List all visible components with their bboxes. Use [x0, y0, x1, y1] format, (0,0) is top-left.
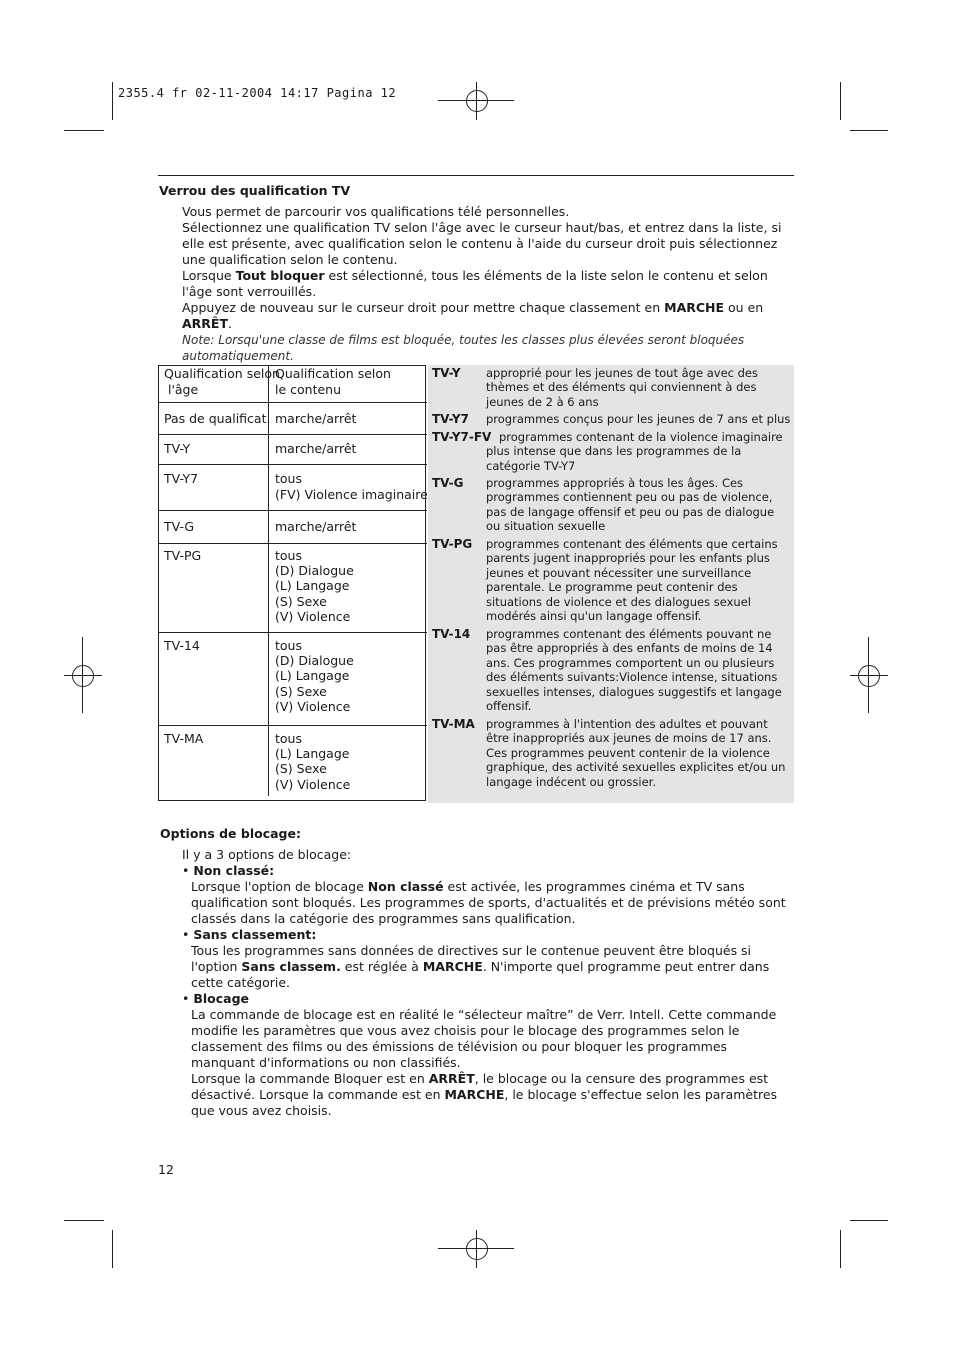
registration-line — [868, 637, 869, 713]
bold-term: MARCHE — [444, 1087, 505, 1102]
content-line: tous — [275, 471, 302, 486]
definition-item — [432, 537, 792, 623]
definition-item — [432, 476, 792, 534]
bold-term: MARCHE — [422, 959, 483, 974]
table-header-content — [275, 366, 423, 398]
table-row — [159, 511, 427, 544]
bold-term: ARRÊT — [182, 316, 228, 331]
content-line: tous — [275, 548, 302, 563]
content-line: (V) Violence — [275, 698, 351, 714]
content-line: (L) Langage — [275, 668, 350, 684]
table-header-row — [159, 366, 427, 403]
crop-mark — [64, 130, 104, 131]
bold-term: Tout bloquer — [235, 268, 325, 283]
text: , le blocage ou la censure des programmes est désactivé. Lorsque la commande est en — [191, 1071, 769, 1102]
table-cell-age: TV-G — [164, 519, 195, 534]
header-line: le contenu — [275, 382, 342, 397]
text: est activée, les programmes cinéma et TV sans qualification sont bloqués. Les programmes de sports, d'actualités et de prévisions météo sont classés dans la catégorie des programmes sans qualification. — [191, 879, 786, 926]
section-title-verrou: Verrou des qualification TV — [159, 183, 351, 198]
content-line: (FV) Violence imaginaire — [275, 487, 428, 502]
text: ou en — [724, 300, 764, 315]
definition-item — [432, 366, 792, 409]
definition-item — [432, 627, 792, 713]
table-cell-age: TV-PG — [164, 548, 202, 563]
content-line: (V) Violence — [275, 776, 351, 792]
section-options-body — [182, 847, 794, 1119]
table-row — [159, 633, 427, 726]
section-verrou-body — [182, 204, 794, 364]
definition-key: TV-14 — [432, 627, 471, 641]
text: Lorsque — [182, 268, 236, 283]
registration-line — [82, 637, 83, 713]
bold-term: Non classé: — [193, 863, 275, 878]
definition-text: programmes à l'intention des adultes et pouvant être inappropriés aux jeunes de moins de 17 ans. Ces programmes peuvent contenir de la violence graphique, des activité sexuelles explicites et/ou un langage indécent ou grossier. — [486, 717, 786, 789]
definition-key: TV-Y — [432, 366, 461, 380]
table-cell-age: TV-14 — [164, 638, 200, 653]
registration-line — [476, 82, 477, 120]
table-row — [159, 465, 427, 511]
table-row — [159, 435, 427, 465]
content-line: marche/arrêt — [275, 441, 357, 456]
crop-mark — [64, 1220, 104, 1221]
table-cell-age: Pas de qualificat. — [164, 411, 271, 426]
registration-line — [850, 675, 888, 676]
section-title-options: Options de blocage: — [160, 826, 301, 841]
note: Note: Lorsqu'une classe de films est bloquée, toutes les classes plus élevées seront bloquées automatiquement. — [182, 333, 745, 363]
crop-mark — [112, 1230, 113, 1268]
definition-key: TV-Y7-FV — [432, 430, 492, 444]
table-cell-content — [275, 471, 428, 503]
definition-text: approprié pour les jeunes de tout âge avec des thèmes et des éléments qui conviennent à des jeunes de 2 à 6 ans — [486, 366, 758, 409]
definition-item — [432, 430, 792, 473]
paragraph: Vous permet de parcourir vos qualifications télé personnelles. — [182, 204, 570, 219]
definition-text: programmes contenant des éléments que certains parents jugent inappropriés pour les enfants plus jeunes et pouvant nécessiter une surveillance parentale. Le programme peut contenir des situations de violence et des dialogues sexuel modérés ainsi qu'un langage offensif. — [486, 537, 778, 624]
crop-mark — [112, 82, 113, 120]
option-title: • Blocage — [182, 991, 250, 1006]
table-row — [159, 403, 427, 435]
bold-term: Sans classement: — [193, 927, 317, 942]
content-line: (S) Sexe — [275, 683, 327, 699]
paragraph — [182, 879, 794, 927]
definition-key: TV-PG — [432, 537, 473, 551]
content-line: (D) Dialogue — [275, 653, 354, 669]
paragraph — [182, 1071, 794, 1119]
definition-item — [432, 412, 792, 426]
header-line: Qualification selon — [275, 366, 391, 381]
text: Lorsque la commande Bloquer est en — [191, 1071, 429, 1086]
content-line: (D) Dialogue — [275, 563, 354, 579]
crop-mark — [850, 1220, 888, 1221]
table-cell-content — [275, 638, 423, 714]
table-cell-age: TV-MA — [164, 731, 204, 746]
option-title: • Sans classement: — [182, 927, 317, 942]
header-line: Qualification selon — [164, 366, 280, 381]
text: Tous les programmes sans données de directives sur le contenue peuvent être bloqués si l'option — [191, 943, 752, 974]
definition-key: TV-Y7 — [432, 412, 469, 426]
registration-target-icon — [72, 665, 94, 687]
print-slug: 2355.4 fr 02-11-2004 14:17 Pagina 12 — [118, 86, 397, 100]
bold-term: Blocage — [193, 991, 250, 1006]
text: . N'importe quel programme peut entrer dans cette catégorie. — [191, 959, 770, 990]
definition-text: programmes appropriés à tous les âges. Ces programmes contiennent peu ou pas de violence, pas de langage offensif et peu ou pas de dialogue ou situation sexuelle — [486, 476, 775, 534]
crop-mark — [840, 82, 841, 120]
content-line: (L) Langage — [275, 578, 350, 594]
crop-mark — [840, 1230, 841, 1268]
bold-term: ARRÊT — [428, 1071, 475, 1086]
content-line: marche/arrêt — [275, 411, 357, 426]
paragraph — [182, 300, 794, 332]
table-row — [159, 726, 427, 800]
paragraph: Sélectionnez une qualification TV selon l'âge avec le curseur haut/bas, et entrez dans la liste, si elle est présente, avec qualification selon le contenu à l'aide du curseur droit puis sélectionnez une qualification selon le contenu. — [182, 220, 782, 267]
content-line: tous — [275, 638, 302, 653]
table-cell-content — [275, 519, 423, 535]
table-cell-content — [275, 731, 423, 792]
registration-target-icon — [466, 1238, 488, 1260]
content-line: (L) Langage — [275, 746, 350, 762]
registration-line — [64, 675, 102, 676]
page-number: 12 — [158, 1162, 174, 1177]
header-rule — [158, 175, 794, 176]
bold-term: MARCHE — [664, 300, 725, 315]
crop-mark — [850, 130, 888, 131]
bold-term: Non classé — [367, 879, 444, 894]
table-header-age — [164, 366, 280, 398]
content-line: marche/arrêt — [275, 519, 357, 534]
table-cell-age: TV-Y7 — [164, 471, 199, 486]
bold-term: Sans classem. — [241, 959, 341, 974]
text: est réglée à — [340, 959, 423, 974]
table-cell-content — [275, 548, 423, 624]
content-line: (V) Violence — [275, 608, 351, 624]
registration-line — [476, 1230, 477, 1268]
paragraph: La commande de blocage est en réalité le “sélecteur maître” de Verr. Intell. Cette commande modifie les paramètres que vous avez choisis pour le blocage des programmes selon le classement des films ou des émissions de télévision ou pour bloquer les programmes manquant d'informations ou non classifiés. — [191, 1007, 777, 1070]
content-line: tous — [275, 731, 302, 746]
table-cell-content — [275, 411, 423, 427]
paragraph — [182, 268, 794, 300]
definition-key: TV-MA — [432, 717, 475, 731]
text: est sélectionné, tous les éléments de la liste selon le contenu et selon l'âge sont verrouillés. — [182, 268, 768, 299]
content-line: (S) Sexe — [275, 761, 327, 777]
definition-key: TV-G — [432, 476, 464, 490]
option-title: • Non classé: — [182, 863, 275, 878]
table-row — [159, 544, 427, 633]
definition-text: programmes conçus pour les jeunes de 7 ans et plus — [486, 412, 791, 426]
table-cell-age: TV-Y — [164, 441, 191, 456]
definition-item — [432, 717, 792, 789]
text: Appuyez de nouveau sur le curseur droit pour mettre chaque classement en — [182, 300, 665, 315]
ratings-table — [158, 365, 426, 801]
text: Lorsque l'option de blocage — [191, 879, 368, 894]
definition-text: programmes contenant de la violence imaginaire plus intense que dans les programmes de la catégorie TV-Y7 — [486, 430, 783, 473]
text: , le blocage s'effectue selon les paramètres que vous avez choisis. — [191, 1087, 778, 1118]
registration-target-icon — [858, 665, 880, 687]
text: . — [228, 316, 232, 331]
header-line: l'âge — [164, 382, 199, 397]
rating-definitions — [428, 365, 794, 803]
registration-target-icon — [466, 90, 488, 112]
content-line: (S) Sexe — [275, 593, 327, 609]
definition-text: programmes contenant des éléments pouvant ne pas être appropriés à des enfants de moins de 14 ans. Ces programmes comportent un ou plusieurs des éléments suivants:Violence intense, situations sexuelles intenses, dialogues suggestifs et langage offensif. — [486, 627, 782, 714]
table-cell-content — [275, 441, 423, 457]
paragraph — [182, 943, 794, 991]
paragraph: Il y a 3 options de blocage: — [182, 847, 352, 862]
